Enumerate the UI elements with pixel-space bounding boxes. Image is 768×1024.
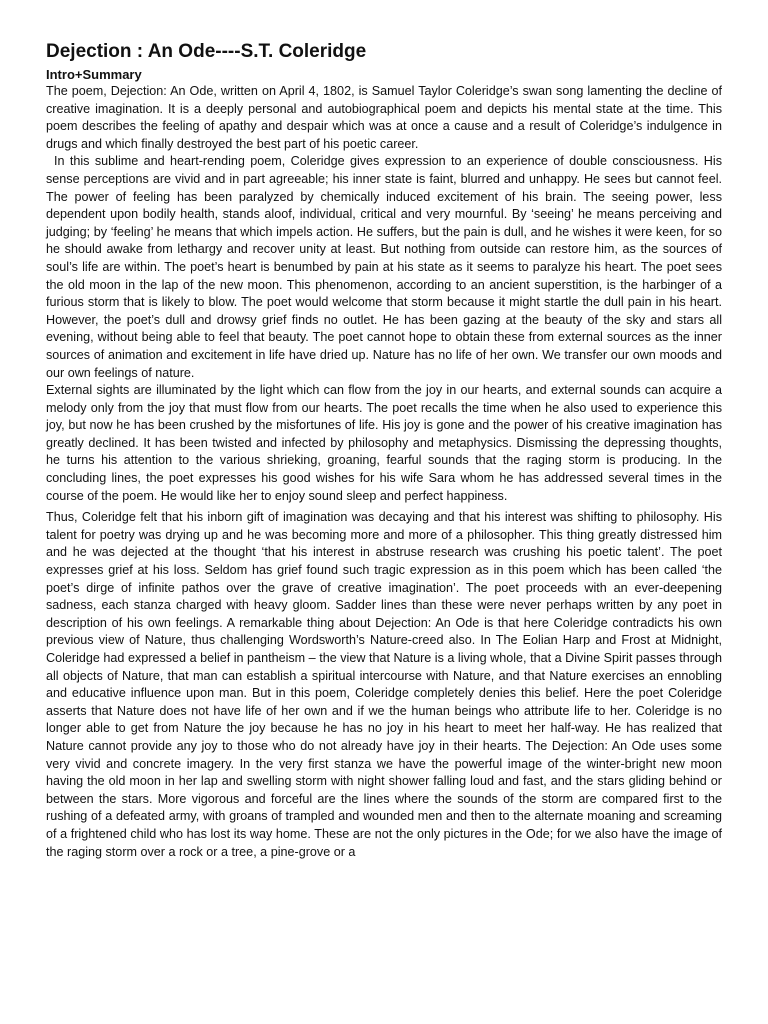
document-subtitle: Intro+Summary	[46, 67, 142, 82]
paragraph-joy: External sights are illuminated by the light which can flow from the joy in our hearts, and external sounds can acquire a melody only from the joy that must flow from our hearts. The poet recalls the time when he also used to experience this joy, but now he has been crushed by the misfortunes of life. His joy is gone and the power of his creative imagination has greatly declined. It has been twisted and infected by philosophy and metaphysics. Dismissing the depressing thoughts, he turns his attention to the various shrieking, groaning, fearful sounds that the raging storm is producing. In the concluding lines, the poet expresses his good wishes for his wife Sara whom he has addressed several times in the course of the poem. He would like her to enjoy sound sleep and perfect happiness.	[46, 383, 722, 503]
paragraph-consciousness: In this sublime and heart-rending poem, Coleridge gives expression to an experience of double consciousness. His sense perceptions are vivid and in part agreeable; his inner state is faint, blurred and unhappy. He sees but cannot feel. The power of feeling has been paralyzed by chemically induced excitement of his brain. The seeing power, less dependent upon bodily health, stands aloof, individual, critical and very mournful. By ‘seeing’ he means perceiving and judging; by ‘feeling’ he means that which impels action. He suffers, but the pain is dull, and he wishes it were keen, for so he should awake from lethargy and recover unity at least. But nothing from outside can restore him, as the sources of soul’s life are within. The poet’s heart is benumbed by pain at his state as it seems to paralyze his heart. The poet sees the old moon in the lap of the new moon. This phenomenon, according to an ancient superstition, is the harbinger of a furious storm that is likely to blow. The poet would welcome that storm because it might startle the dull pain in his heart. However, the poet’s dull and drowsy grief finds no outlet. He has been gazing at the beauty of the sky and stars all evening, without being able to feel that beauty. The poet cannot hope to obtain these from external sources as the inner sources of animation and excitement in life have dried up. Nature has no life of her own. We transfer our own moods and our own feelings of nature.	[46, 154, 722, 380]
paragraph-imagination: Thus, Coleridge felt that his inborn gift of imagination was decaying and that his interest was shifting to philosophy. His talent for poetry was drying up and he was becoming more and more of a philosopher. This thing greatly distressed him and he was dejected at the thought ‘that his interest in abstruse research was crushing his poetic talent’. The poet expresses grief at his loss. Seldom has grief found such tragic expression as in this poem which has been called ‘the poet’s dirge of infinite pathos over the grave of creative imagination’. The poet proceeds with an ever-deepening sadness, each stanza charged with heavy gloom. Sadder lines than these were never perhaps written by any poet in description of his own feelings. A remarkable thing about Dejection: An Ode is that here Coleridge contradicts his own previous view of Nature, thus challenging Wordsworth’s Nature-creed also. In The Eolian Harp and Frost at Midnight, Coleridge had expressed a belief in pantheism – the view that Nature is a living whole, that a Divine Spirit passes through all objects of Nature, that man can establish a spiritual intercourse with Nature, and that Nature exercises an ennobling and educative influence upon man. But in this poem, Coleridge completely denies this belief. Here the poet Coleridge asserts that Nature does not have life of her own and if we the human beings who attribute life to her. Coleridge is no longer able to get from Nature the joy because he has no joy in his heart to meet her half-way. He has realized that Nature cannot provide any joy to those who do not already have joy in their hearts. The Dejection: An Ode uses some very vivid and concrete imagery. In the very first stanza we have the powerful image of the winter-bright new moon having the old moon in her lap and swelling storm with night shower falling loud and fast, and the stars gliding behind or between the stars. More vigorous and forceful are the lines where the sounds of the storm are compared first to the rushing of a defeated army, with groans of trampled and wounded men and then to the alternate moaning and screaming of a frightened child who has lost its way home. These are not the only pictures in the Ode; for we also have the image of the raging storm over a rock or a tree, a pine-grove or a	[46, 510, 722, 859]
document-title: Dejection : An Ode----S.T. Coleridge	[46, 41, 367, 62]
paragraph-intro: The poem, Dejection: An Ode, written on April 4, 1802, is Samuel Taylor Coleridge’s swan song lamenting the decline of creative imagination. It is a deeply personal and autobiographical poem and depicts his mental state at the time. This poem describes the feeling of apathy and despair which was at once a cause and a result of Coleridge’s indulgence in drugs and which finally destroyed the best part of his poetic career.	[46, 84, 722, 151]
